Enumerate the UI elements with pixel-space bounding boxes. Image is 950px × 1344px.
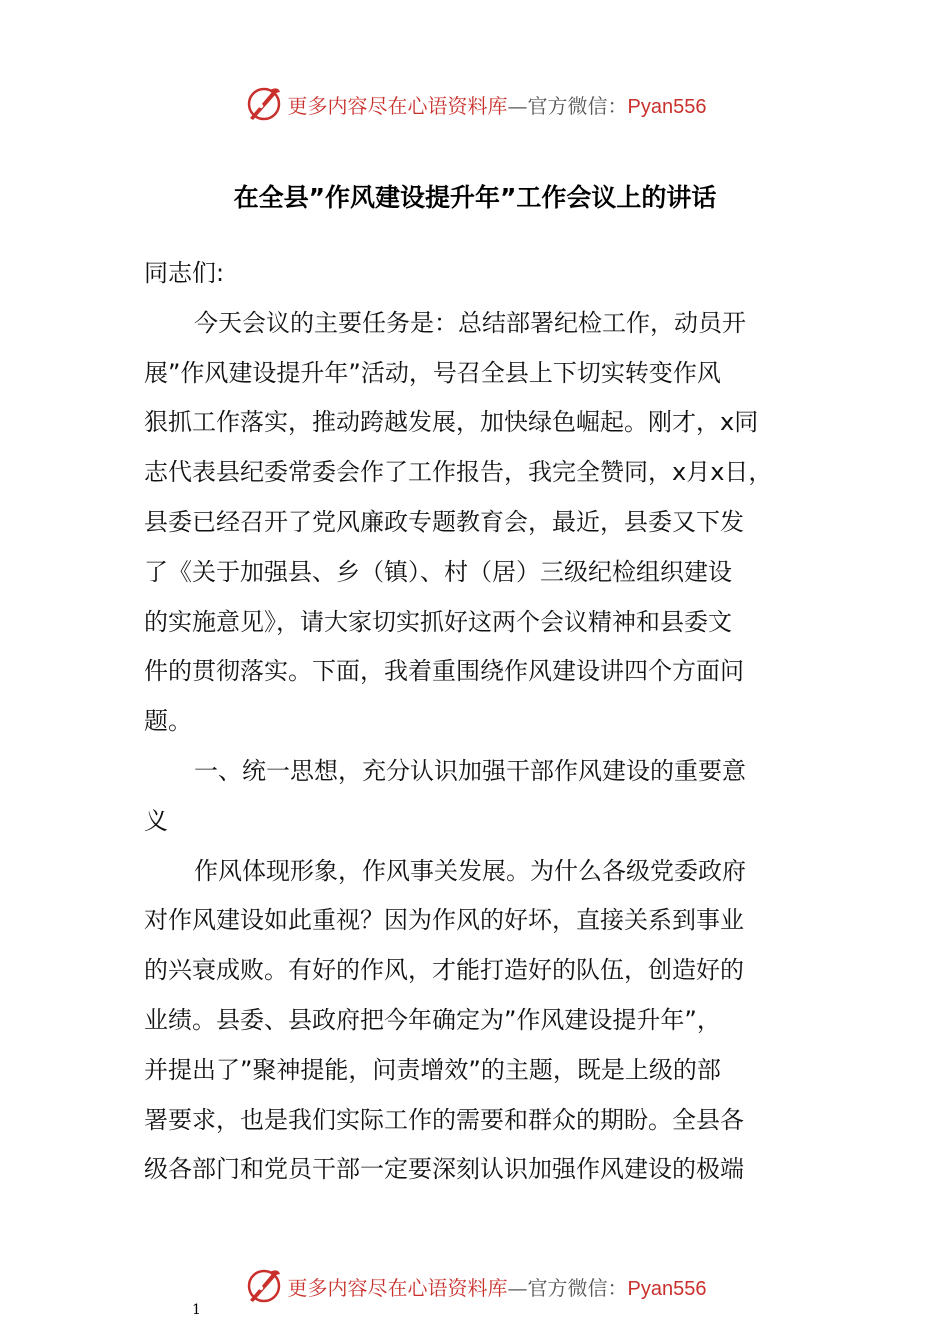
- body-line: 并提出了”聚神提能，问责增效”的主题，既是上级的部: [144, 1055, 721, 1084]
- footer-banner: [0, 1264, 950, 1308]
- body-line: 志代表县纪委常委会作了工作报告，我完全赞同，x月x日，: [144, 458, 773, 487]
- body-line: 同志们:: [144, 259, 225, 287]
- header-banner-text: 更多内容尽在心语资料库—官方微信：Pyan556: [287, 93, 707, 118]
- body-line: 对作风建设如此重视？因为作风的好坏，直接关系到事业: [144, 906, 744, 935]
- body-line: 题。: [144, 707, 192, 736]
- header-banner: [0, 82, 950, 126]
- body-line: 作风体现形象，作风事关发展。为什么各级党委政府: [194, 856, 746, 885]
- document-body: [144, 249, 820, 1195]
- body-line: 义: [144, 806, 168, 835]
- body-line: 一、统一思想，充分认识加强干部作风建设的重要意: [194, 756, 746, 785]
- body-line: 的兴衰成败。有好的作风，才能打造好的队伍，创造好的: [144, 956, 744, 985]
- page-number: 1: [192, 1302, 201, 1318]
- body-line: 的实施意见》，请大家切实抓好这两个会议精神和县委文: [144, 607, 732, 636]
- body-line: 展”作风建设提升年”活动，号召全县上下切实转变作风: [144, 358, 721, 387]
- body-line: 业绩。县委、县政府把今年确定为”作风建设提升年”，: [144, 1005, 721, 1034]
- body-line: 了《关于加强县、乡（镇）、村（居）三级纪检组织建设: [144, 557, 732, 586]
- body-line: 署要求，也是我们实际工作的需要和群众的期盼。全县各: [144, 1105, 744, 1134]
- body-line: 件的贯彻落实。下面，我着重围绕作风建设讲四个方面问: [144, 657, 744, 686]
- quill-pen-logo-icon: [244, 84, 284, 124]
- body-line: 狠抓工作落实，推动跨越发展，加快绿色崛起。刚才，x同: [144, 408, 759, 437]
- body-line: 今天会议的主要任务是：总结部署纪检工作，动员开: [194, 308, 746, 337]
- body-line: 县委已经召开了党风廉政专题教育会，最近，县委又下发: [144, 507, 744, 536]
- footer-banner-text: 更多内容尽在心语资料库—官方微信：Pyan556: [287, 1275, 707, 1300]
- quill-pen-logo-icon: [244, 1266, 284, 1306]
- document-title: 在全县”作风建设提升年”工作会议上的讲话: [233, 183, 717, 212]
- body-line: 级各部门和党员干部一定要深刻认识加强作风建设的极端: [144, 1155, 744, 1184]
